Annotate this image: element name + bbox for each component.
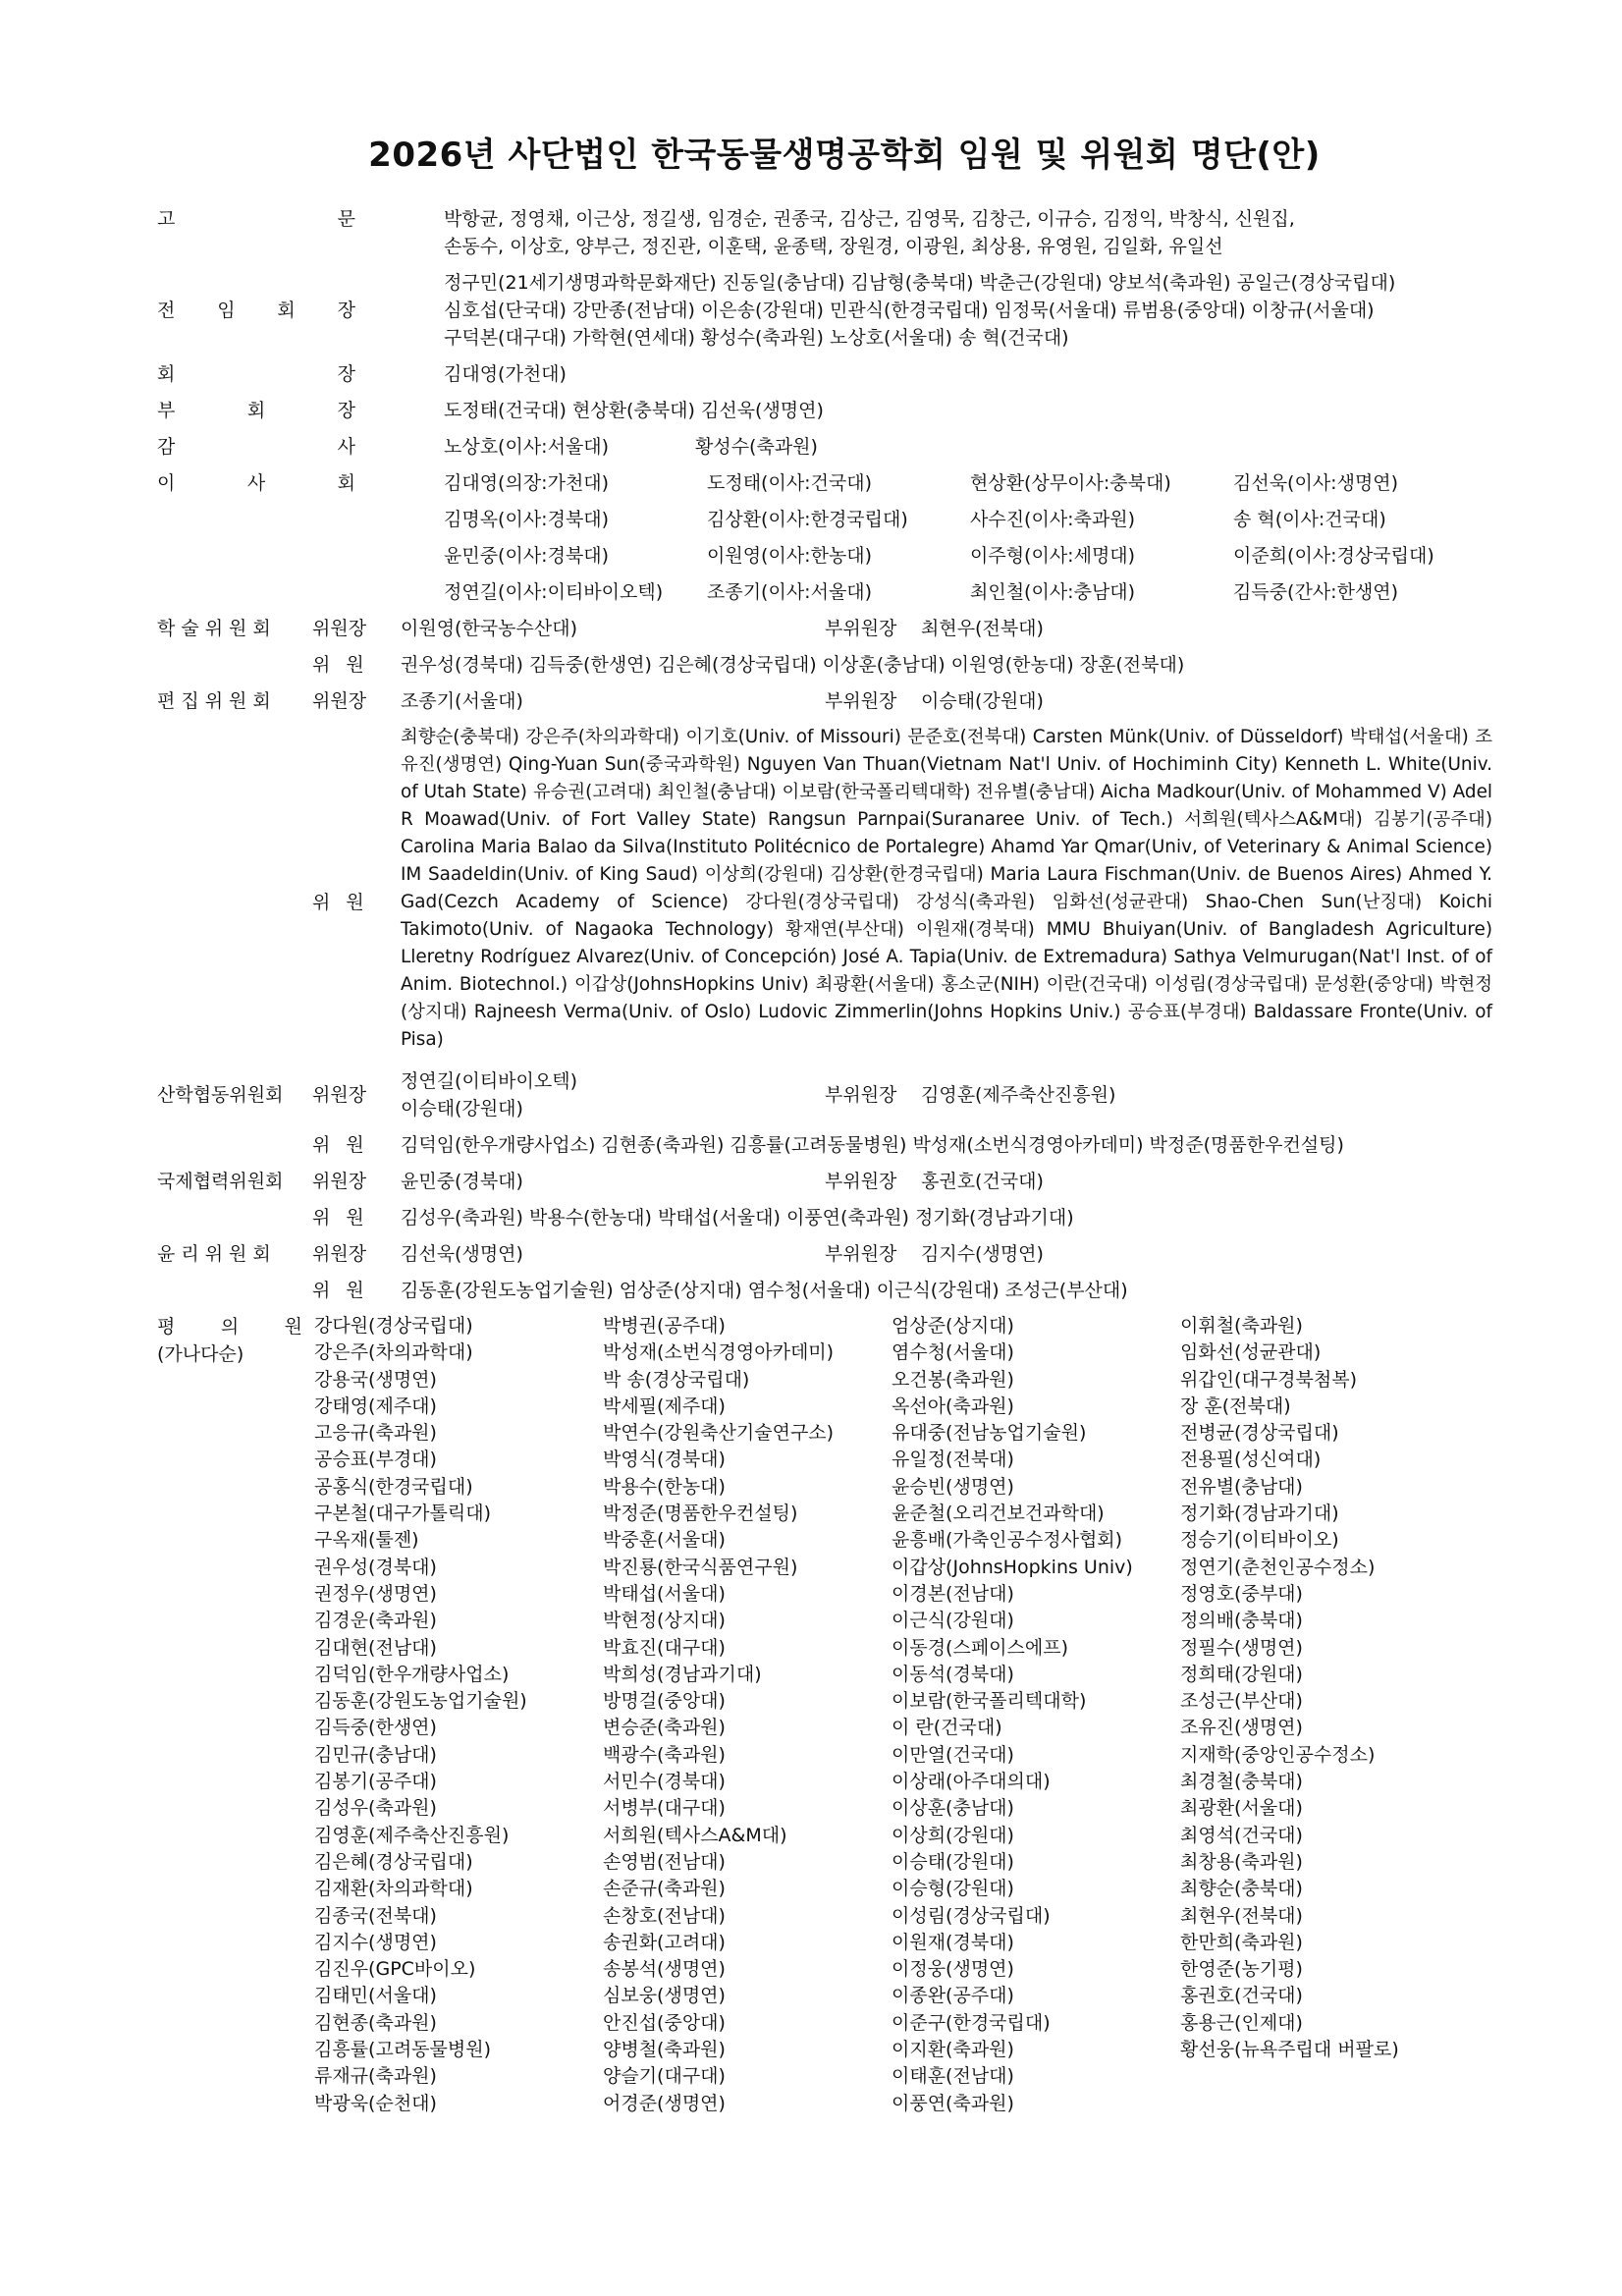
academic-vice-chair: 최현우(전북대) (921, 618, 1044, 639)
reviewer-entry: 옥선아(축과원) (892, 1394, 1014, 1417)
reviewer-entry: 이근식(강원대) (892, 1610, 1014, 1632)
international-label: 국제협력위원회 (157, 1171, 284, 1192)
reviewer-entry: 김덕임(한우개량사업소) (314, 1663, 510, 1685)
auditors-list (381, 433, 1492, 461)
board-member: 이주형(이사:세명대) (970, 545, 1136, 567)
reviewer-entry: 최향순(충북대) (1180, 1878, 1303, 1900)
international-chair-row (157, 1168, 1492, 1195)
past-presidents-list (381, 269, 1492, 352)
reviewer-entry: 김진우(GPC바이오) (314, 1958, 476, 1981)
editorial-label: 편집위원회 (157, 690, 277, 712)
industry-vice-chair: 김영훈(제주축산진흥원) (921, 1084, 1116, 1106)
reviewer-entry: 구옥재(툴젠) (314, 1529, 419, 1552)
reviewer-entry: 한영준(농기평) (1180, 1958, 1303, 1981)
document-title: 2026년 사단법인 한국동물생명공학회 임원 및 위원회 명단(안) (368, 136, 1321, 175)
reviewer-entry: 공승표(부경대) (314, 1449, 437, 1471)
reviewer-entry: 손창호(전남대) (603, 1904, 726, 1927)
member-label: 위원 (312, 1207, 380, 1229)
academic-members: 권우성(경북대) 김득중(한생연) 김은혜(경상국립대) 이상훈(충남대) 이원영(한농대) 장훈(전북대) (401, 654, 1185, 676)
reviewer-entry: 김영훈(제주축산진흥원) (314, 1824, 510, 1846)
ethics-members-row (157, 1277, 1492, 1304)
reviewer-entry: 이보람(한국폴리텍대학) (892, 1690, 1087, 1713)
reviewer-entry: 김득중(한생연) (314, 1717, 437, 1739)
reviewer-entry: 서병부(대구대) (603, 1797, 726, 1820)
reviewer-entry: 김종국(전북대) (314, 1904, 437, 1927)
reviewer-entry: 정영호(중부대) (1180, 1582, 1303, 1605)
reviewer-entry: 이동경(스페이스에프) (892, 1636, 1069, 1659)
ethics-leads (401, 1240, 1492, 1268)
reviewer-entry: 오건봉(축과원) (892, 1368, 1014, 1391)
reviewer-entry: 이상훈(충남대) (892, 1797, 1014, 1820)
reviewer-entry: 김대현(전남대) (314, 1636, 437, 1659)
auditor: 노상호(이사:서울대) (444, 436, 610, 458)
reviewer-entry: 최영석(건국대) (1180, 1824, 1303, 1846)
international-vice-chair: 홍권호(건국대) (921, 1171, 1044, 1192)
reviewer-entry: 이승형(강원대) (892, 1878, 1014, 1900)
international-chair: 윤민중(경북대) (401, 1171, 523, 1192)
reviewer-entry: 임화선(성균관대) (1180, 1341, 1322, 1364)
chair-label: 위원장 (312, 1084, 367, 1106)
board-list (381, 469, 1496, 606)
president-value: 김대영(가천대) (444, 363, 567, 385)
reviewer-entry: 양슬기(대구대) (603, 2065, 726, 2088)
reviewer-entry: 이풍연(축과원) (892, 2092, 1014, 2114)
past-presidents-row (157, 269, 1492, 352)
international-members-row (157, 1204, 1492, 1231)
reviewer-entry: 김성우(축과원) (314, 1797, 437, 1820)
reviewer-entry: 조성근(부산대) (1180, 1690, 1303, 1713)
board-member: 사수진(이사:축과원) (970, 509, 1136, 530)
reviewer-entry: 변승준(축과원) (603, 1717, 726, 1739)
member-label: 위원 (312, 1134, 380, 1156)
ethics-label: 윤리위원회 (157, 1243, 277, 1265)
reviewer-entry: 이경본(전남대) (892, 1582, 1014, 1605)
reviewer-entry: 박태섭(서울대) (603, 1582, 726, 1605)
reviewer-entry: 염수청(서울대) (892, 1341, 1014, 1364)
reviewer-entry: 정필수(생명연) (1180, 1636, 1303, 1659)
reviewer-entry: 김현종(축과원) (314, 2011, 437, 2034)
reviewer-entry: 이종완(공주대) (892, 1985, 1014, 2007)
reviewer-entry: 백광수(축과원) (603, 1743, 726, 1766)
reviewer-entry: 박 송(경상국립대) (603, 1368, 750, 1391)
academic-chair-row (157, 615, 1492, 642)
reviewer-entry: 김지수(생명연) (314, 1931, 437, 1953)
auditors-row (157, 433, 1492, 461)
reviewer-entry: 이갑상(JohnsHopkins Univ) (892, 1556, 1133, 1578)
reviewer-entry: 홍권호(건국대) (1180, 1985, 1303, 2007)
reviewer-entry: 김태민(서울대) (314, 1985, 437, 2007)
board-member: 최인철(이사:충남대) (970, 581, 1136, 603)
reviewer-entry: 박정준(명품한우컨설팅) (603, 1503, 798, 1525)
reviewer-entry: 홍용근(인제대) (1180, 2011, 1303, 2034)
reviewer-entry: 방명걸(중앙대) (603, 1690, 726, 1713)
industry-leads (401, 1067, 1492, 1122)
board-member: 정연길(이사:이티바이오텍) (444, 581, 664, 603)
board-member: 김선욱(이사:생명연) (1233, 472, 1399, 494)
vice-chair-label: 부위원장 (825, 1171, 897, 1192)
reviewer-entry: 강용국(생명연) (314, 1368, 437, 1391)
reviewer-entry: 정연기(춘천인공수정소) (1180, 1556, 1376, 1578)
chair-label: 위원장 (312, 1243, 367, 1265)
ethics-chair-row (157, 1240, 1492, 1268)
reviewer-entry: 한만희(축과원) (1180, 1931, 1303, 1953)
board-member: 이준희(이사:경상국립대) (1233, 545, 1434, 567)
board-label: 이 사 회 (157, 472, 355, 494)
president-row (157, 360, 1492, 388)
reviewer-entry: 심보웅(생명연) (603, 1985, 726, 2007)
board-member: 윤민중(이사:경북대) (444, 545, 610, 567)
past-presidents-line: 심호섭(단국대) 강만종(전남대) 이은송(강원대) 민관식(한경국립대) 임정묵(서울대) 류범용(중앙대) 이창규(서울대) (444, 300, 1375, 321)
reviewer-entry: 박영식(경북대) (603, 1449, 726, 1471)
advisors-row (157, 205, 1492, 260)
board-member: 송 혁(이사:건국대) (1233, 509, 1386, 530)
reviewers-grid (314, 1313, 1469, 2117)
editorial-chair-row (157, 687, 1492, 715)
reviewer-entry: 구본철(대구가톨릭대) (314, 1503, 492, 1525)
reviewer-entry: 송봉석(생명연) (603, 1958, 726, 1981)
reviewer-entry: 최광환(서울대) (1180, 1797, 1303, 1820)
advisors-line: 손동수, 이상호, 양부근, 정진관, 이훈택, 윤종택, 장원경, 이광원, 최상용, 유영원, 김일화, 유일선 (444, 236, 1223, 257)
reviewers-column (892, 1313, 1180, 2117)
industry-chair-row (157, 1067, 1492, 1122)
reviewer-entry: 이원재(경북대) (892, 1931, 1014, 1953)
reviewer-entry: 박연수(강원축산기술연구소) (603, 1422, 835, 1445)
reviewer-entry: 류재규(축과원) (314, 2065, 437, 2088)
reviewer-entry: 이만열(건국대) (892, 1743, 1014, 1766)
reviewer-entry: 김봉기(공주대) (314, 1771, 437, 1793)
auditors-label: 감 사 (157, 436, 355, 458)
reviewer-entry: 정의배(충북대) (1180, 1610, 1303, 1632)
reviewer-entry: 정기화(경남과기대) (1180, 1503, 1339, 1525)
reviewer-entry: 박희성(경남과기대) (603, 1663, 762, 1685)
reviewer-entry: 안진섭(중앙대) (603, 2011, 726, 2034)
industry-members-row (157, 1131, 1492, 1159)
board-member: 김상환(이사:한경국립대) (707, 509, 908, 530)
reviewer-entry: 위갑인(대구경북첨복) (1180, 1368, 1358, 1391)
reviewers-column (314, 1313, 603, 2117)
past-presidents-line: 정구민(21세기생명과학문화재단) 진동일(충남대) 김남형(충북대) 박춘근(강원대) 양보석(축과원) 공일근(경상국립대) (444, 272, 1396, 294)
reviewer-entry: 유일정(전북대) (892, 1449, 1014, 1471)
reviewer-entry: 김경운(축과원) (314, 1610, 437, 1632)
reviewer-entry: 유대중(전남농업기술원) (892, 1422, 1087, 1445)
reviewer-entry: 엄상준(상지대) (892, 1315, 1014, 1337)
industry-label: 산학협동위원회 (157, 1084, 284, 1106)
industry-chair: 정연길(이티바이오텍) (401, 1070, 578, 1092)
academic-members-row (157, 651, 1492, 679)
reviewer-entry: 전유별(충남대) (1180, 1475, 1303, 1498)
reviewer-entry: 김민규(충남대) (314, 1743, 437, 1766)
reviewer-entry: 공홍식(한경국립대) (314, 1475, 473, 1498)
reviewer-entry: 이준구(한경국립대) (892, 2011, 1051, 2034)
chair-label: 위원장 (312, 690, 367, 712)
reviewer-entry: 서희원(텍사스A&M대) (603, 1824, 787, 1846)
reviewer-entry: 권정우(생명연) (314, 1582, 437, 1605)
ethics-vice-chair: 김지수(생명연) (921, 1243, 1044, 1265)
chair-label: 위원장 (312, 1171, 367, 1192)
reviewer-entry: 황선웅(뉴욕주립대 버팔로) (1180, 2039, 1399, 2061)
reviewers-column (1180, 1313, 1469, 2117)
reviewer-entry: 박효진(대구대) (603, 1636, 726, 1659)
reviewer-entry: 지재학(중앙인공수정소) (1180, 1743, 1376, 1766)
vice-chair-label: 부위원장 (825, 1084, 897, 1106)
editorial-members-row (157, 724, 1492, 1054)
reviewer-entry: 고응규(축과원) (314, 1422, 437, 1445)
reviewer-entry: 박성재(소번식경영아카데미) (603, 1341, 835, 1364)
past-presidents-line: 구덕본(대구대) 가학현(연세대) 황성수(축과원) 노상호(서울대) 송 혁(건국대) (444, 327, 1069, 349)
reviewer-entry: 권우성(경북대) (314, 1556, 437, 1578)
industry-chair: 이승태(강원대) (401, 1098, 523, 1120)
reviewer-entry: 박광욱(순천대) (314, 2092, 437, 2114)
reviewers-label-block (157, 1313, 314, 1368)
board-member: 김대영(의장:가천대) (444, 472, 610, 494)
reviewer-entry: 이성림(경상국립대) (892, 1904, 1051, 1927)
reviewer-entry: 이상희(강원대) (892, 1824, 1014, 1846)
reviewer-entry: 전병균(경상국립대) (1180, 1422, 1339, 1445)
member-label: 위원 (312, 1280, 380, 1301)
board-row (157, 469, 1492, 606)
reviewer-entry: 박중훈(서울대) (603, 1529, 726, 1552)
editorial-chair: 조종기(서울대) (401, 690, 523, 712)
reviewers-column (603, 1313, 892, 2117)
reviewer-entry: 어경준(생명연) (603, 2092, 726, 2114)
academic-leads (401, 615, 1492, 642)
reviewer-entry: 김은혜(경상국립대) (314, 1850, 473, 1873)
vice-chair-label: 부위원장 (825, 1243, 897, 1265)
reviewer-entry: 이지환(축과원) (892, 2039, 1014, 2061)
reviewer-entry: 양병철(축과원) (603, 2039, 726, 2061)
reviewer-entry: 이정웅(생명연) (892, 1958, 1014, 1981)
reviewer-entry: 이상래(아주대의대) (892, 1771, 1051, 1793)
academic-label: 학술위원회 (157, 618, 277, 639)
document (157, 128, 1492, 2117)
reviewer-entry: 박세필(제주대) (603, 1394, 726, 1417)
chair-label: 위원장 (312, 618, 367, 639)
ethics-chair: 김선욱(생명연) (401, 1243, 523, 1265)
president-label: 회 장 (157, 363, 355, 385)
ethics-members: 김동훈(강원도농업기술원) 엄상준(상지대) 염수청(서울대) 이근식(강원대) 조성근(부산대) (401, 1280, 1128, 1301)
reviewer-entry: 김동훈(강원도농업기술원) (314, 1690, 527, 1713)
reviewer-entry: 윤승빈(생명연) (892, 1475, 1014, 1498)
board-member: 김명옥(이사:경북대) (444, 509, 610, 530)
reviewer-entry: 최현우(전북대) (1180, 1904, 1303, 1927)
industry-chairs (401, 1067, 825, 1122)
reviewer-entry: 손영범(전남대) (603, 1850, 726, 1873)
reviewer-entry: 강다원(경상국립대) (314, 1315, 473, 1337)
board-member: 현상환(상무이사:충북대) (970, 472, 1171, 494)
reviewer-entry: 박병권(공주대) (603, 1315, 726, 1337)
reviewers-row (157, 1313, 1492, 2117)
board-member: 김득중(간사:한생연) (1233, 581, 1399, 603)
reviewer-entry: 이승태(강원대) (892, 1850, 1014, 1873)
advisors-list (381, 205, 1492, 260)
member-label: 위원 (312, 892, 380, 913)
member-label: 위원 (312, 654, 380, 676)
auditor: 황성수(축과원) (695, 436, 818, 458)
reviewer-entry: 이동석(경북대) (892, 1663, 1014, 1685)
reviewer-entry: 이휘철(축과원) (1180, 1315, 1303, 1337)
reviewer-entry: 김흥률(고려동물병원) (314, 2039, 492, 2061)
reviewers-label: 평 의 원 (157, 1316, 302, 1338)
reviewer-entry: 박용수(한농대) (603, 1475, 726, 1498)
vice-president-row (157, 397, 1492, 424)
reviewer-entry: 윤준철(오리건보건과학대) (892, 1503, 1105, 1525)
reviewer-entry: 강태영(제주대) (314, 1394, 437, 1417)
reviewer-entry: 손준규(축과원) (603, 1878, 726, 1900)
reviewer-entry: 김재환(차의과학대) (314, 1878, 473, 1900)
reviewer-entry: 최창용(축과원) (1180, 1850, 1303, 1873)
board-member: 조종기(이사:서울대) (707, 581, 873, 603)
reviewer-entry: 박현정(상지대) (603, 1610, 726, 1632)
board-member: 도정태(이사:건국대) (707, 472, 873, 494)
reviewer-entry: 정승기(이티바이오) (1180, 1529, 1339, 1552)
reviewer-entry: 강은주(차의과학대) (314, 1341, 473, 1364)
reviewer-entry: 조유진(생명연) (1180, 1717, 1303, 1739)
reviewer-entry: 장 훈(전북대) (1180, 1394, 1291, 1417)
reviewer-entry: 전용필(성신여대) (1180, 1449, 1322, 1471)
advisors-line: 박항균, 정영채, 이근상, 정길생, 임경순, 권종국, 김상근, 김영묵, 김창근, 이규승, 김정익, 박창식, 신원집, (444, 208, 1295, 230)
board-grid (444, 469, 1496, 606)
reviewer-entry: 윤흥배(가축인공수정사협회) (892, 1529, 1123, 1552)
reviewers-sublabel: (가나다순) (157, 1343, 244, 1365)
board-member: 이원영(이사:한농대) (707, 545, 873, 567)
vice-president-label: 부 회 장 (157, 400, 355, 421)
advisors-label: 고 문 (157, 208, 355, 230)
reviewer-entry: 서민수(경북대) (603, 1771, 726, 1793)
reviewer-entry: 이태훈(전남대) (892, 2065, 1014, 2088)
reviewer-entry: 이 란(건국대) (892, 1717, 1002, 1739)
vice-chair-label: 부위원장 (825, 690, 897, 712)
reviewer-entry: 최경철(충북대) (1180, 1771, 1303, 1793)
academic-chair: 이원영(한국농수산대) (401, 618, 578, 639)
reviewer-entry: 송권화(고려대) (603, 1931, 726, 1953)
past-presidents-label: 전 임 회 장 (157, 300, 355, 321)
international-members: 김성우(축과원) 박용수(한농대) 박태섭(서울대) 이풍연(축과원) 정기화(경남과기대) (401, 1207, 1074, 1229)
vice-chair-label: 부위원장 (825, 618, 897, 639)
editorial-vice-chair: 이승태(강원대) (921, 690, 1044, 712)
industry-members: 김덕임(한우개량사업소) 김현종(축과원) 김흥률(고려동물병원) 박성재(소번식경영아카데미) 박정준(명품한우컨설팅) (401, 1134, 1344, 1156)
vice-president-value: 도정태(건국대) 현상환(충북대) 김선욱(생명연) (444, 400, 824, 421)
editorial-leads (401, 687, 1492, 715)
international-leads (401, 1168, 1492, 1195)
reviewer-entry: 정희태(강원대) (1180, 1663, 1303, 1685)
editorial-members: 최향순(충북대) 강은주(차의과학대) 이기호(Univ. of Missouri) 문준호(전북대) Carsten Münk(Univ. of Düsseldorf) 박태섭(서울대) 조유진(생명연) Qing-Yuan Sun(중국과학원) Nguyen Van Thuan(Vietnam Nat'l Univ. of Hochiminh City) Kenneth L. White(Univ. of Utah State) 유승권(고려대) 최인철(충남대) 이보람(한국폴리텍대학) 전유별(충남대) Aicha Madkour(Univ. of Mohammed V) Adel R Moawad(Univ. of Fort Valley State) Rangsun Parnpai(Suranaree Univ. of Tech.) 서희원(텍사스A&M대) 김봉기(공주대) Carolina Maria Balao da Silva(Instituto Politécnico de Portalegre) Ahamd Yar Qmar(Univ, of Veterinary & Animal Science) IM Saadeldin(Univ. of King Saud) 이상희(강원대) 김상환(한경국립대) Maria Laura Fischman(Univ. de Buenos Aires) Ahmed Y. Gad(Cezch Academy of Science) 강다원(경상국립대) 강성식(축과원) 임화선(성균관대) Shao-Chen Sun(난징대) Koichi Takimoto(Univ. of Nagaoka Technology) 황재연(부산대) 이원재(경북대) MMU Bhuiyan(Univ. of Bangladesh Agriculture) Lleretny Rodríguez Alvarez(Univ. of Concepción) José A. Tapia(Univ. de Extremadura) Sathya Velmurugan(Nat'l Inst. of of Anim. Biotechnol.) 이갑상(JohnsHopkins Univ) 최광환(서울대) 홍소군(NIH) 이란(건국대) 이성림(경상국립대) 문성환(중앙대) 박현정(상지대) Rajneesh Verma(Univ. of Oslo) Ludovic Zimmerlin(Johns Hopkins Univ.) 공승표(부경대) Baldassare Fronte(Univ. of Pisa) (401, 727, 1492, 1050)
reviewer-entry: 박진룡(한국식품연구원) (603, 1556, 798, 1578)
